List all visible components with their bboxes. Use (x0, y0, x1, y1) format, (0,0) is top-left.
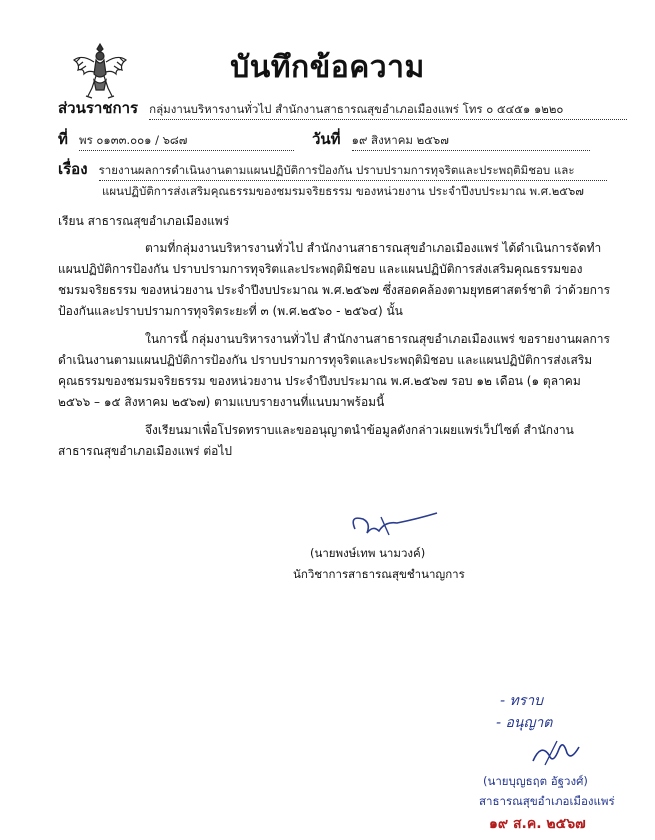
paragraph-2-line-4: ๒๕๖๖ – ๑๕ สิงหาคม ๒๕๖๗) ตามแบบรายงานที่แนบมาพร้อมนี้ (58, 395, 385, 409)
paragraph-2-line-3: คุณธรรมของชมรมจริยธรรม ของหน่วยงาน ประจำปีงบประมาณ พ.ศ.๒๕๖๗ รอบ ๑๒ เดือน (๑ ตุลาคม (58, 374, 581, 388)
endorsement-signature-scribble (527, 735, 583, 769)
paragraph-3-line-1: จึงเรียนมาเพื่อโปรดทราบและขออนุญาตนำข้อมูลดังกล่าวเผยแพร่เว็ปไซต์ สำนักงาน (145, 423, 574, 437)
department-value: กลุ่มงานบริหารงานทั่วไป สำนักงานสาธารณสุขอำเภอเมืองแพร่ โทร ๐ ๕๔๕๑ ๑๒๒๐ (149, 101, 627, 120)
paragraph-1-line-1: ตามที่กลุ่มงานบริหารงานทั่วไป สำนักงานสาธารณสุขอำเภอเมืองแพร่ ได้ดำเนินการจัดทำ (145, 241, 602, 255)
salutation: เรียน สาธารณสุขอำเภอเมืองแพร่ (58, 214, 230, 228)
signer-position: นักวิชาการสาธารณสุขชำนาญการ (293, 567, 465, 581)
document-number-label: ที่ (58, 130, 68, 148)
date-label: วันที่ (312, 130, 341, 148)
date-row (312, 127, 590, 151)
department-row (58, 96, 627, 120)
paragraph-1-line-3: ชมรมจริยธรรม ของหน่วยงาน ประจำปีงบประมาณ พ.ศ.๒๕๖๗ ซึ่งสอดคล้องตามยุทธศาสตร์ชาติ ว่าด้วยการ (58, 283, 611, 297)
memo-title: บันทึกข้อความ (230, 50, 425, 85)
department-label: ส่วนราชการ (58, 99, 139, 117)
signer-name: (นายพงษ์เทพ นามวงค์) (310, 546, 426, 560)
date-value: ๑๙ สิงหาคม ๒๕๖๗ (352, 132, 590, 151)
paragraph-3-line-2: สาธารณสุขอำเภอเมืองแพร่ ต่อไป (58, 444, 233, 458)
endorser-name: (นายบุญธฤต อัฐวงศ์) (483, 774, 588, 788)
document-number-value: พร ๐๑๓๓.๐๐๑ / ๖๘๗ (79, 132, 294, 151)
signature-scribble (345, 505, 445, 545)
subject-row (58, 157, 607, 181)
endorsement-note-acknowledged: - ทราบ (500, 693, 543, 709)
received-date-stamp: ๑๙ ส.ค. ๒๕๖๗ (489, 816, 586, 832)
document-number-row (58, 127, 294, 151)
subject-label: เรื่อง (58, 160, 88, 178)
paragraph-2-line-2: ดำเนินงานตามแผนปฏิบัติการป้องกัน ปราบปรามการทุจริตและประพฤติมิชอบ และแผนปฏิบัติการส่งเสริม (58, 353, 593, 367)
paragraph-1-line-4: ป้องกันและปราบปรามการทุจริตระยะที่ ๓ (พ.ศ.๒๕๖๐ - ๒๕๖๔) นั้น (58, 304, 403, 318)
endorsement-note-approved: - อนุญาต (496, 715, 553, 731)
paragraph-2-line-1: ในการนี้ กลุ่มงานบริหารงานทั่วไป สำนักงานสาธารณสุขอำเภอเมืองแพร่ ขอรายงานผลการ (145, 332, 610, 346)
endorser-position: สาธารณสุขอำเภอเมืองแพร่ (479, 794, 615, 808)
subject-line-1: รายงานผลการดำเนินงานตามแผนปฏิบัติการป้องกัน ปราบปรามการทุจริตและประพฤติมิชอบ และ (99, 162, 607, 181)
paragraph-1-line-2: แผนปฏิบัติการป้องกัน ปราบปรามการทุจริตและประพฤติมิชอบ และแผนปฏิบัติการส่งเสริมคุณธรรมของ (58, 262, 583, 276)
subject-line-2: แผนปฏิบัติการส่งเสริมคุณธรรมของชมรมจริยธรรม ของหน่วยงาน ประจำปีงบประมาณ พ.ศ.๒๕๖๗ (102, 184, 584, 198)
